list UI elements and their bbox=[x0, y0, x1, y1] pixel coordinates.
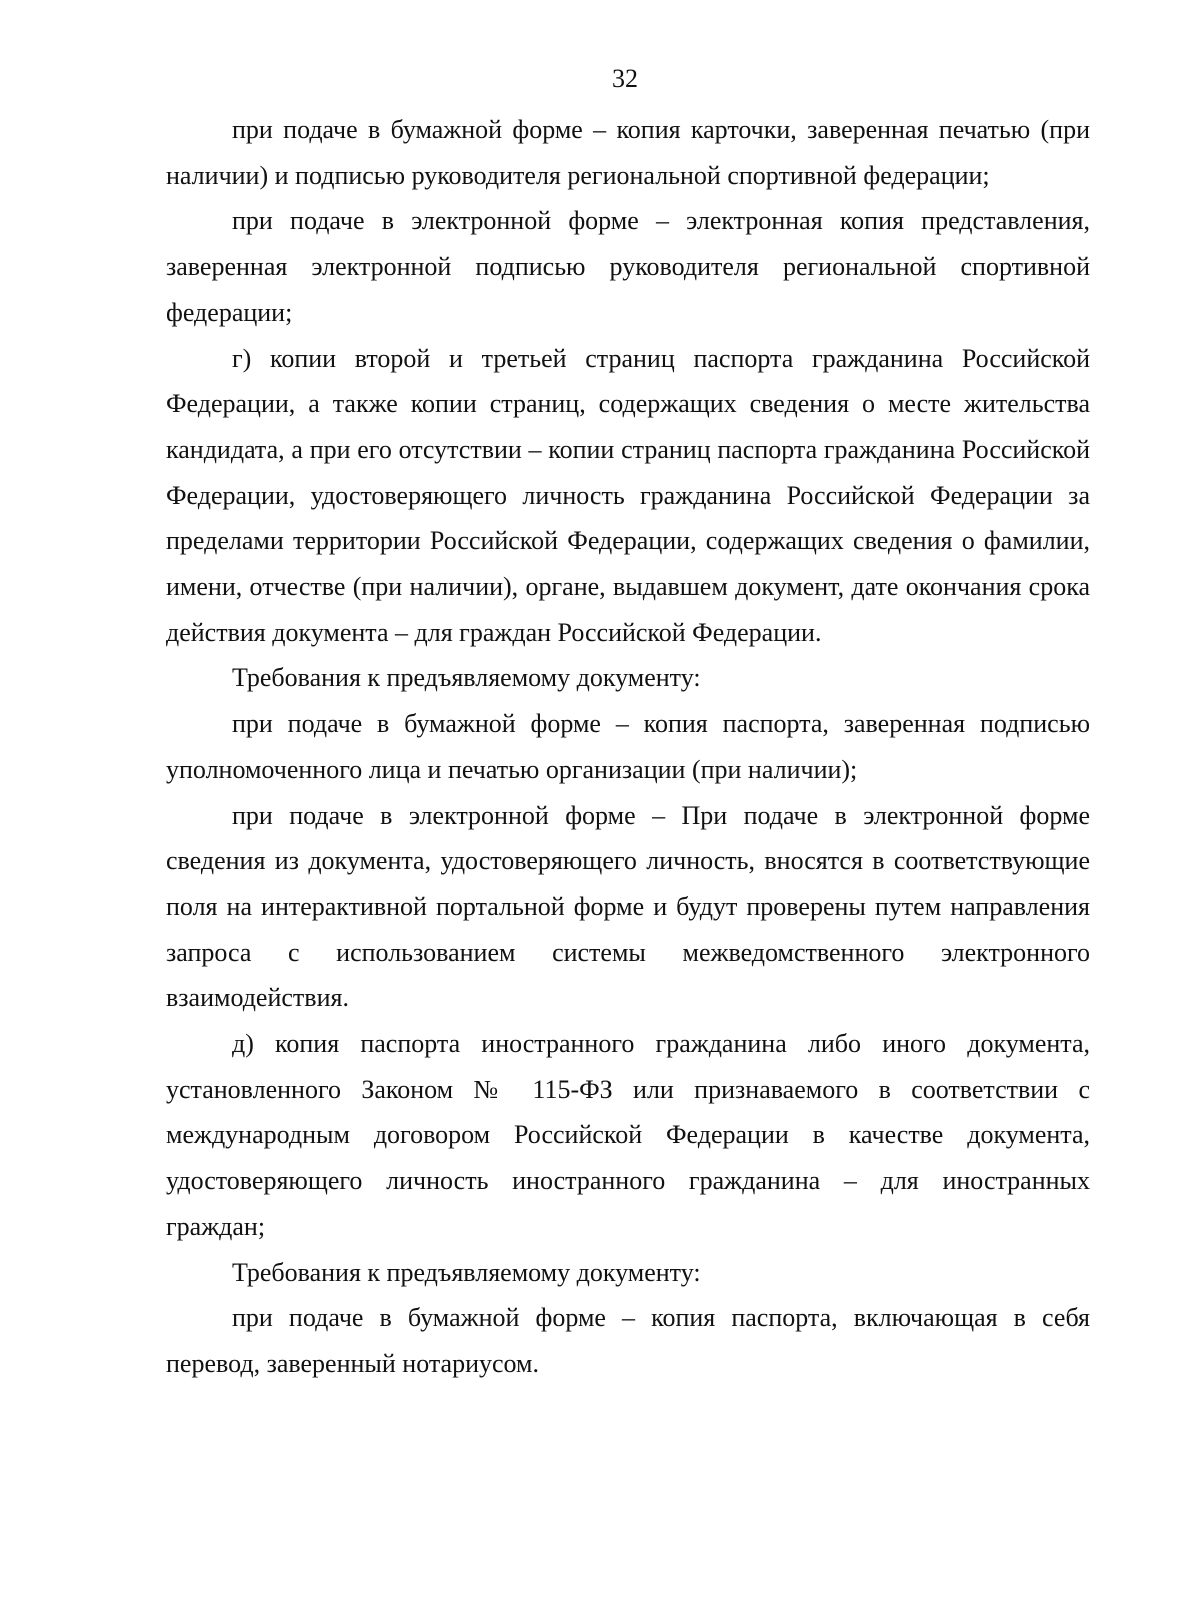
paragraph-electronic-identity-data: при подаче в электронной форме – При подаче в электронной форме сведения из документа, удостоверяющего личность, вносятся в соответствующие поля на интерактивной портальной форме и будут проверены путем направления запроса с использованием системы межведомственного электронного взаимодействия. bbox=[166, 800, 1090, 1013]
paragraph-g-passport-copies: г) копии второй и третьей страниц паспорта гражданина Российской Федерации, а также копии страниц, содержащих сведения о месте жительства кандидата, а при его отсутствии – копии страниц паспорта гражданина Российской Федерации, удостоверяющего личность гражданина Российской Федерации за пределами территории Российской Федерации, содержащих сведения о фамилии, имени, отчестве (при наличии), органе, выдавшем документ, дате окончания срока действия документа – для граждан Российской Федерации. bbox=[166, 343, 1090, 647]
paragraph-d-foreign-passport: д) копия паспорта иностранного гражданина либо иного документа, установленного Законом № 115-ФЗ или признаваемого в соответствии с международным договором Российской Федерации в качестве документа, удостоверяющего личность иностранного гражданина – для иностранных граждан; bbox=[166, 1029, 1090, 1241]
page-number: 32 bbox=[612, 64, 638, 93]
paragraph-paper-notarized-translation: при подаче в бумажной форме – копия паспорта, включающая в себя перевод, заверенный нотариусом. bbox=[166, 1303, 1090, 1378]
paragraph-requirements-heading: Требования к предъявляемому документу: bbox=[232, 663, 701, 693]
document-body bbox=[166, 107, 1090, 1387]
paragraph-paper-card-copy: при подаче в бумажной форме – копия карточки, заверенная печатью (при наличии) и подписью руководителя региональной спортивной федерации; bbox=[166, 115, 1090, 190]
paragraph-requirements-heading-2: Требования к предъявляемому документу: bbox=[232, 1257, 701, 1287]
paragraph-electronic-representation: при подаче в электронной форме – электронная копия представления, заверенная электронной подписью руководителя региональной спортивной федерации; bbox=[166, 206, 1090, 327]
paragraph-paper-passport-copy: при подаче в бумажной форме – копия паспорта, заверенная подписью уполномоченного лица и печатью организации (при наличии); bbox=[166, 709, 1090, 784]
